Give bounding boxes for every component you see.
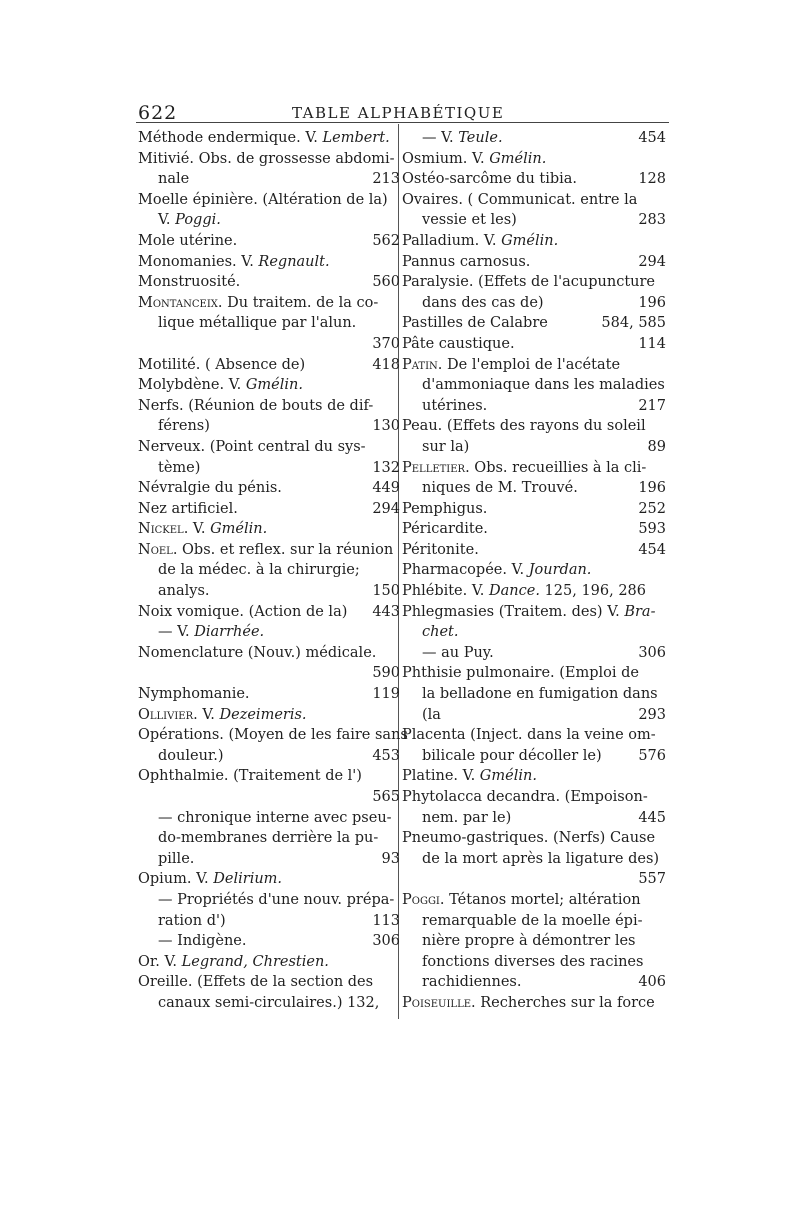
index-entry: nière propre à démontrer les: [422, 933, 636, 950]
index-entry: 557: [638, 871, 666, 888]
index-entry: V. Poggi.: [158, 212, 221, 229]
index-entry: Or. V. Legrand, Chrestien.: [138, 953, 329, 970]
index-entry: Pâte caustique. 114: [402, 335, 666, 352]
index-entry: remarquable de la moelle épi-: [422, 912, 643, 929]
index-entry: dans des cas de) 196: [422, 294, 666, 311]
index-entry: — V. Diarrhée.: [158, 624, 265, 641]
index-entry: analys. 150: [158, 583, 400, 600]
index-entry: Pannus carnosus. 294: [402, 253, 666, 270]
index-entry: Pharmacopée. V. Jourdan.: [402, 562, 592, 579]
index-entry: Moelle épinière. (Altération de la): [138, 191, 388, 208]
page-number: 622: [138, 102, 178, 124]
index-entry: Phytolacca decandra. (Empoison-: [402, 789, 648, 805]
index-entry: 565: [372, 789, 400, 805]
index-entry: férens) 130: [158, 418, 400, 435]
index-entry: Nickel. V. Gmélin.: [138, 521, 268, 538]
index-entry: Molybdène. V. Gmélin.: [138, 377, 303, 394]
index-entry: de la mort après la ligature des): [422, 850, 660, 867]
index-entry: Noel. Obs. et reflex. sur la réunion: [138, 541, 394, 558]
index-entry: Phthisie pulmonaire. (Emploi de: [402, 665, 640, 682]
index-entry: Peau. (Effets des rayons du soleil: [402, 418, 646, 435]
index-entry: vessie et les) 283: [422, 212, 666, 229]
index-entry: lique métallique par l'alun.: [158, 315, 357, 332]
index-entry: Patin. De l'emploi de l'acétate: [402, 356, 621, 373]
index-entry: Névralgie du pénis. 449: [138, 480, 400, 497]
index-entry: la belladone en fumigation dans: [422, 686, 658, 703]
index-entry: Monstruosité. 560: [138, 274, 400, 291]
index-entry: Ollivier. V. Dezeimeris.: [138, 706, 307, 723]
index-entry: pille. 93: [158, 850, 400, 867]
index-entry: Placenta (Inject. dans la veine om-: [402, 727, 656, 744]
index-entry: Motilité. ( Absence de) 418: [138, 356, 400, 373]
index-entry: Pemphigus. 252: [402, 500, 666, 517]
index-entry: Poiseuille. Recherches sur la force: [402, 994, 655, 1011]
index-entry: — Indigène. 306: [158, 933, 400, 950]
index-entry: Phlébite. V. Dance. 125, 196, 286: [402, 583, 647, 600]
index-entry: Pneumo-gastriques. (Nerfs) Cause: [402, 830, 656, 847]
index-entry: utérines. 217: [422, 397, 666, 414]
index-entry: nem. par le) 445: [422, 809, 666, 826]
index-entry: sur la) 89: [422, 438, 666, 455]
index-entry: Monomanies. V. Regnault.: [138, 253, 330, 270]
running-title: TABLE ALPHABÉTIQUE: [292, 104, 505, 122]
index-entry: Montanceix. Du traitem. de la co-: [138, 294, 379, 311]
header-rule: [136, 122, 669, 123]
index-entry: Platine. V. Gmélin.: [402, 768, 537, 785]
index-column-right: [402, 128, 666, 1014]
index-entry: tème) 132: [158, 459, 400, 476]
index-entry: Nerfs. (Réunion de bouts de dif-: [138, 397, 374, 414]
index-entry: Pastilles de Calabre 584, 585: [402, 315, 666, 332]
index-entry: niques de M. Trouvé. 196: [422, 480, 666, 497]
index-entry: Opérations. (Moyen de les faire sans: [138, 727, 408, 744]
index-entry: Osmium. V. Gmélin.: [402, 150, 547, 167]
index-entry: Péritonite. 454: [402, 541, 666, 558]
index-entry: — Propriétés d'une nouv. prépa-: [158, 891, 395, 908]
index-entry: (la 293: [422, 706, 666, 723]
index-entry: Péricardite. 593: [402, 521, 666, 538]
index-entry: Mole utérine. 562: [138, 232, 400, 249]
index-entry: do-membranes derrière la pu-: [158, 830, 379, 847]
index-entry: Ovaires. ( Communicat. entre la: [402, 191, 638, 208]
index-entry: Méthode endermique. V. Lembert.: [138, 130, 390, 146]
index-entry: Phlegmasies (Traitem. des) V. Bra-: [402, 603, 656, 620]
index-entry: Ophthalmie. (Traitement de l'): [138, 768, 362, 785]
index-entry: ration d') 113: [158, 912, 400, 929]
index-entry: Palladium. V. Gmélin.: [402, 232, 559, 249]
index-entry: canaux semi-circulaires.) 132,: [158, 994, 380, 1011]
index-entry: Opium. V. Delirium.: [138, 871, 283, 888]
index-entry: nale 213: [158, 171, 400, 188]
index-entry: de la médec. à la chirurgie;: [158, 562, 360, 579]
index-entry: — chronique interne avec pseu-: [158, 809, 392, 826]
index-entry: Nerveux. (Point central du sys-: [138, 438, 366, 455]
index-entry: Oreille. (Effets de la section des: [138, 974, 374, 991]
index-entry: bilicale pour décoller le) 576: [422, 747, 666, 764]
index-entry: 370: [372, 335, 400, 352]
index-entry: Nez artificiel. 294: [138, 500, 400, 517]
index-entry: 590: [372, 665, 400, 682]
index-entry: rachidiennes. 406: [422, 974, 666, 991]
index-entry: Poggi. Tétanos mortel; altération: [402, 891, 641, 908]
index-entry: Nymphomanie. 119: [138, 686, 400, 703]
index-entry: — au Puy. 306: [422, 644, 666, 661]
index-column-left: [138, 128, 408, 1014]
index-entry: Paralysie. (Effets de l'acupuncture: [402, 274, 655, 291]
index-entry: fonctions diverses des racines: [422, 953, 644, 970]
index-entry: — V. Teule. 454: [422, 130, 666, 146]
index-entry: Ostéo-sarcôme du tibia. 128: [402, 171, 666, 188]
index-entry: chet.: [422, 624, 459, 641]
index-entry: Mitivié. Obs. de grossesse abdomi-: [138, 150, 395, 167]
index-entry: douleur.) 453: [158, 747, 400, 764]
index-entry: Nomenclature (Nouv.) médicale.: [138, 644, 377, 661]
index-entry: Noix vomique. (Action de la) 443: [138, 603, 400, 620]
index-entry: d'ammoniaque dans les maladies: [422, 377, 665, 394]
index-entry: Pelletier. Obs. recueillies à la cli-: [402, 459, 647, 476]
